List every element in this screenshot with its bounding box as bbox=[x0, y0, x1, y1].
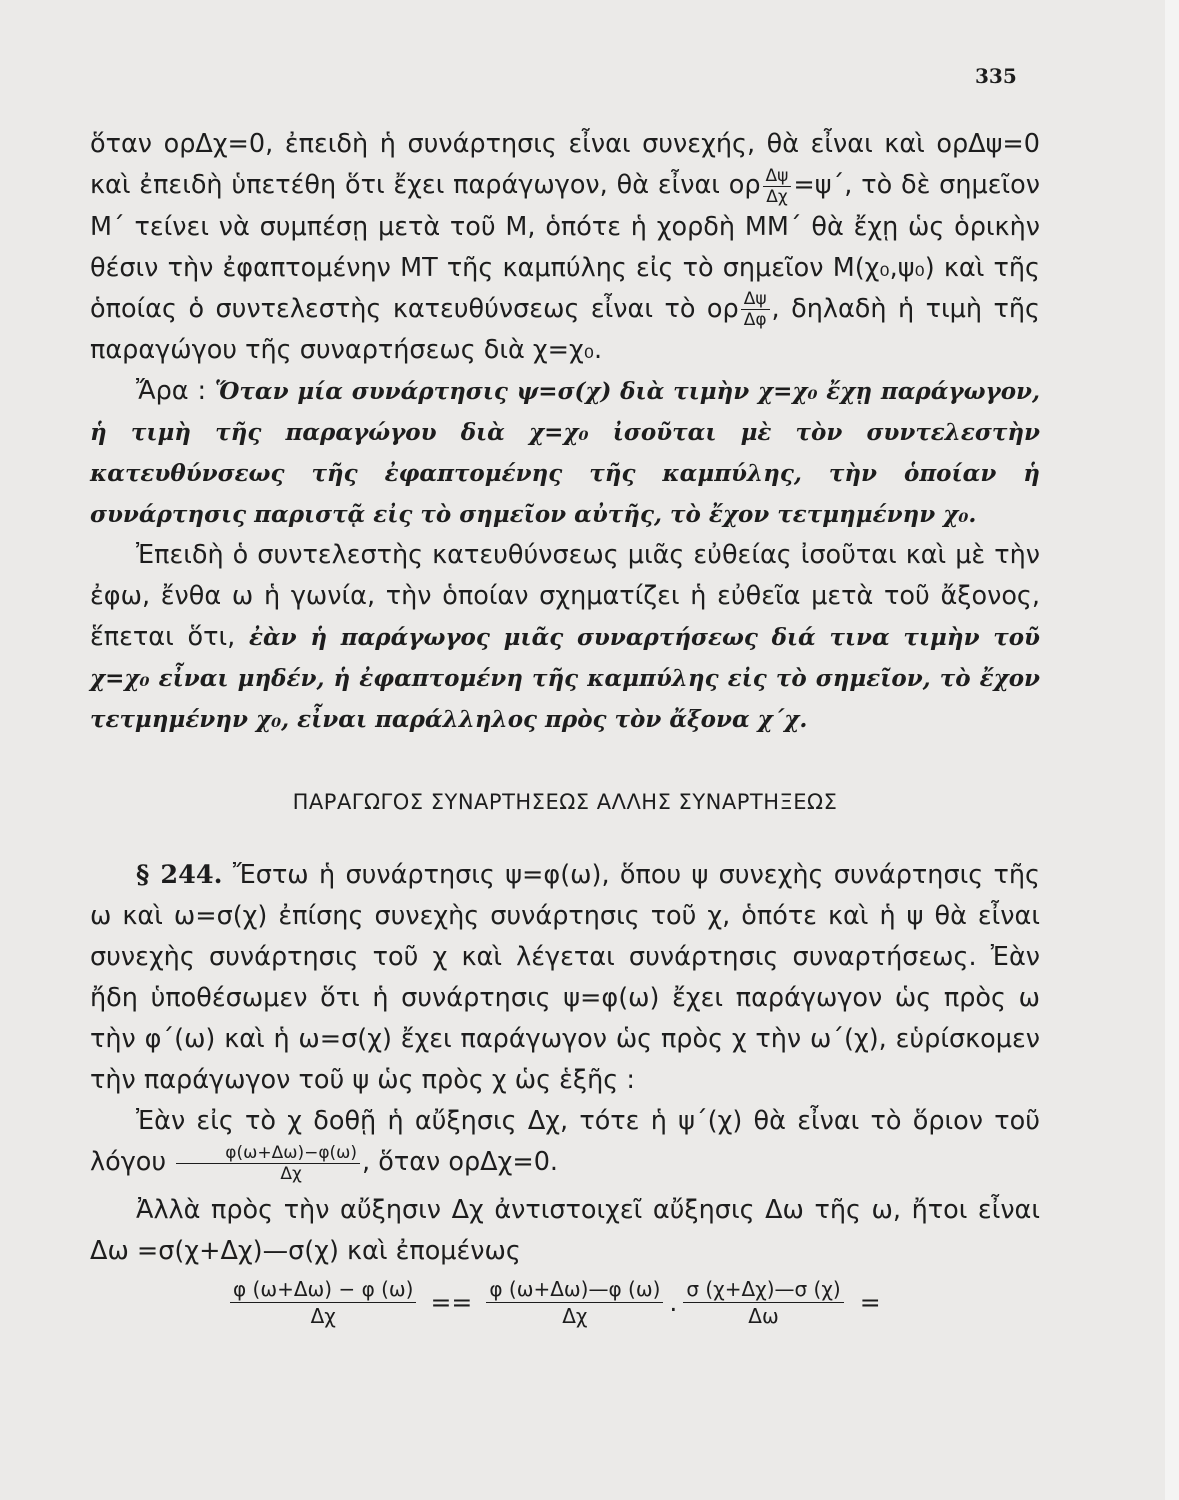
paragraph-2-lead: Ἄρα : bbox=[136, 376, 215, 406]
section-heading: ΠΑΡΑΓΩΓΟΣ ΣΥΝΑΡΤΗΣΕΩΣ ΑΛΛΗΣ ΣΥΝΑΡΤΗΞΕΩΣ bbox=[292, 790, 838, 814]
fraction-denominator: Δχ bbox=[562, 1303, 588, 1328]
page-edge bbox=[1165, 0, 1179, 1500]
paragraph-1-part-c: , δηλαδὴ ἡ τιμὴ τῆς παραγώγου τῆς συναρτήσεως διὰ χ=χ₀. bbox=[90, 293, 1040, 365]
paragraph-3-text: Ἐπειδὴ ὁ συντελεστὴς κατευθύνσεως μιᾶς εὐθείας ἰσοῦται καὶ μὲ τὴν ἐφω, ἔνθα ω ἡ γωνία, τὴν ὁποίαν σχηματίζει ἡ εὐθεῖα μετὰ τοῦ ἄξονος, ἕπεται ὅτι, bbox=[90, 540, 1040, 652]
fraction-delta-psi-over-delta-phi bbox=[741, 289, 770, 330]
paragraph-5 bbox=[90, 1101, 1040, 1184]
fraction-delta-psi-over-delta-chi bbox=[763, 166, 792, 207]
fraction-numerator: φ (ω+Δω)—φ (ω) bbox=[486, 1276, 663, 1303]
fraction-denominator: Δχ bbox=[310, 1303, 336, 1328]
fraction-numerator: Δψ bbox=[763, 166, 792, 187]
fraction-numerator: φ(ω+Δω)−φ(ω) bbox=[176, 1143, 360, 1164]
equation-middle-fraction-1 bbox=[486, 1276, 663, 1329]
paragraph-1-part-b: =ψ΄, τὸ δὲ σημεῖον Μ΄ τείνει νὰ συμπέσῃ μετὰ τοῦ Μ, ὁπότε ἡ χορδὴ ΜΜ΄ θὰ ἔχῃ ὡς ὁρικὴν θέσιν τὴν ἐφαπτομένην ΜΤ τῆς καμπύλης εἰς τὸ σημεῖον Μ(χ₀,ψ₀) καὶ τῆς ὁποίας ὁ συντελεστὴς κατευθύνσεως εἶναι τὸ ορ bbox=[90, 170, 1040, 324]
equals-sign: = bbox=[859, 1287, 881, 1317]
fraction-numerator: φ (ω+Δω) − φ (ω) bbox=[230, 1276, 416, 1303]
section-number: § 244. bbox=[136, 860, 223, 890]
paragraph-4 bbox=[90, 855, 1040, 1101]
equation-lhs-fraction bbox=[230, 1276, 416, 1329]
page-number: 335 bbox=[975, 64, 1017, 88]
paragraph-6: Ἀλλὰ πρὸς τὴν αὔξησιν Δχ ἀντιστοιχεῖ αὔξησις Δω τῆς ω, ἤτοι εἶναι Δω =σ(χ+Δχ)—σ(χ) καὶ ἐπομένως bbox=[90, 1194, 1040, 1266]
fraction-increment-ratio bbox=[176, 1143, 360, 1184]
multiplication-dot: . bbox=[669, 1287, 678, 1317]
body-text bbox=[90, 60, 1040, 1329]
paragraph-5-part-a: Ἐὰν εἰς τὸ χ δοθῇ ἡ αὔξησις Δχ, τότε ἡ ψ΄(χ) θὰ εἶναι τὸ ὅριον τοῦ λόγου bbox=[90, 1106, 1040, 1177]
paragraph-1-part-a: ὅταν ορΔχ=0, ἐπειδὴ ἡ συνάρτησις εἶναι συνεχής, θὰ εἶναι καὶ ορΔψ=0 καὶ ἐπειδὴ ὑπετέθη ὅτι ἔχει παράγωγον, θὰ εἶναι ορ bbox=[90, 129, 1040, 200]
fraction-denominator: Δφ bbox=[743, 310, 767, 330]
paragraph-2 bbox=[90, 371, 1040, 535]
fraction-denominator: Δχ bbox=[766, 186, 788, 207]
equation-middle-fraction-2 bbox=[683, 1276, 843, 1329]
paragraph-4-text: Ἔστω ἡ συνάρτησις ψ=φ(ω), ὅπου ψ συνεχὴς συνάρτησις τῆς ω καὶ ω=σ(χ) ἐπίσης συνεχὴς συνάρτησις τοῦ χ, ὁπότε καὶ ἡ ψ θὰ εἶναι συνεχὴς συνάρτησις τοῦ χ καὶ λέγεται συνάρτησις συναρτήσεως. Ἐὰν ἤδη ὑποθέσωμεν ὅτι ἡ συνάρτησις ψ=φ(ω) ἔχει παράγωγον ὡς πρὸς ω τὴν φ΄(ω) καὶ ἡ ω=σ(χ) ἔχει παράγωγον ὡς πρὸς χ τὴν ω΄(χ), εὑρίσκομεν τὴν παράγωγον τοῦ ψ ὡς πρὸς χ ὡς ἑξῆς : bbox=[90, 860, 1040, 1095]
fraction-numerator: σ (χ+Δχ)—σ (χ) bbox=[683, 1276, 843, 1303]
equals-sign: == bbox=[430, 1287, 473, 1317]
paragraph-5-part-b: , ὅταν ορΔχ=0. bbox=[362, 1147, 559, 1177]
paragraph-1 bbox=[90, 124, 1040, 371]
fraction-numerator: Δψ bbox=[741, 289, 770, 310]
fraction-denominator: Δω bbox=[748, 1303, 779, 1328]
fraction-denominator: Δχ bbox=[280, 1163, 302, 1184]
equation-chain-rule bbox=[90, 1276, 1040, 1329]
corollary-statement: ἐὰν ἡ παράγωγος μιᾶς συναρτήσεως διά τινα τιμὴν τοῦ χ=χ₀ εἶναι μηδέν, ἡ ἐφαπτομένη τῆς καμπύλης εἰς τὸ σημεῖον, τὸ ἔχον τετμημένην χ₀, εἶναι παράλληλος πρὸς τὸν ἄξονα χ΄χ. bbox=[90, 624, 1041, 733]
paragraph-3 bbox=[90, 535, 1040, 740]
theorem-statement: Ὅταν μία συνάρτησις ψ=σ(χ) διὰ τιμὴν χ=χ₀ ἔχῃ παράγωγον, ἡ τιμὴ τῆς παραγώγου διὰ χ=χ₀ ἰσοῦται μὲ τὸν συντελεστὴν κατευθύνσεως τῆς ἐφαπτομένης τῆς καμπύλης, τὴν ὁποίαν ἡ συνάρτησις παριστᾷ εἰς τὸ σημεῖον αὐτῆς, τὸ ἔχον τετμημένην χ₀. bbox=[90, 378, 1040, 528]
